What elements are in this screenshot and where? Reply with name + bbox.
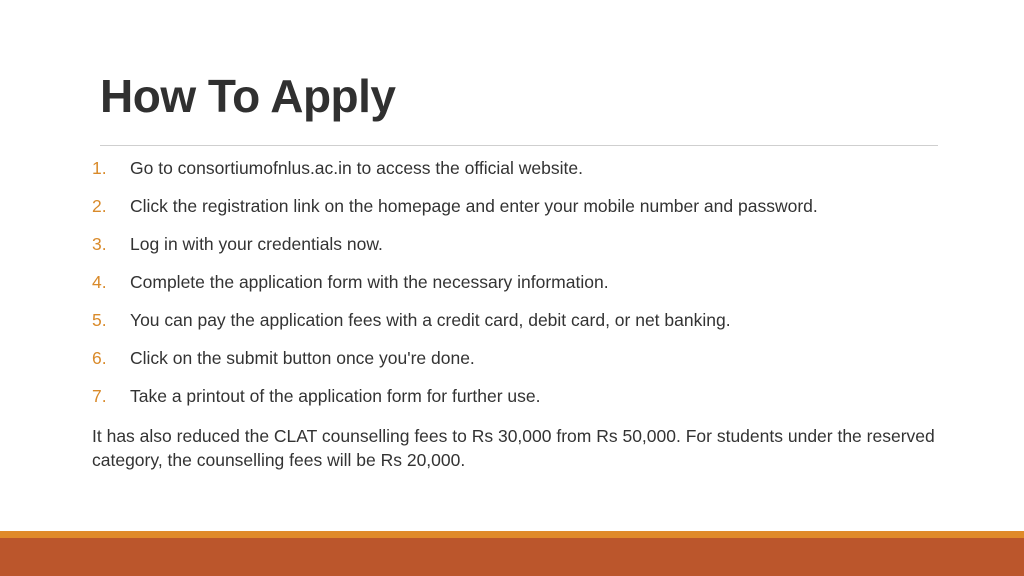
step-text: Log in with your credentials now. xyxy=(130,234,383,254)
fees-note: It has also reduced the CLAT counselling fees to Rs 30,000 from Rs 50,000. For students under the reserved category, the counselling fees will be Rs 20,000. xyxy=(92,426,935,470)
step-text: Go to consortiumofnlus.ac.in to access the official website. xyxy=(130,158,583,178)
step-text: Click the registration link on the homepage and enter your mobile number and password. xyxy=(130,196,818,216)
step-text: Complete the application form with the necessary information. xyxy=(130,272,609,292)
step-number: 6. xyxy=(92,348,107,368)
footer-accent-stripe xyxy=(0,531,1024,538)
step-number: 7. xyxy=(92,386,107,406)
list-item xyxy=(92,308,962,346)
footer-band xyxy=(0,538,1024,576)
step-text: Click on the submit button once you're done. xyxy=(130,348,475,368)
step-number: 5. xyxy=(92,310,107,330)
step-text: Take a printout of the application form for further use. xyxy=(130,386,541,406)
list-item xyxy=(92,232,962,270)
steps-list xyxy=(92,156,962,422)
step-number: 3. xyxy=(92,234,107,254)
list-item xyxy=(92,384,962,422)
step-number: 2. xyxy=(92,196,107,216)
list-item xyxy=(92,346,962,384)
step-text: You can pay the application fees with a credit card, debit card, or net banking. xyxy=(130,310,731,330)
list-item xyxy=(92,194,962,232)
list-item xyxy=(92,156,962,194)
step-number: 1. xyxy=(92,158,107,178)
title-divider xyxy=(100,145,938,146)
step-number: 4. xyxy=(92,272,107,292)
slide-title: How To Apply xyxy=(100,70,396,122)
list-item xyxy=(92,270,962,308)
